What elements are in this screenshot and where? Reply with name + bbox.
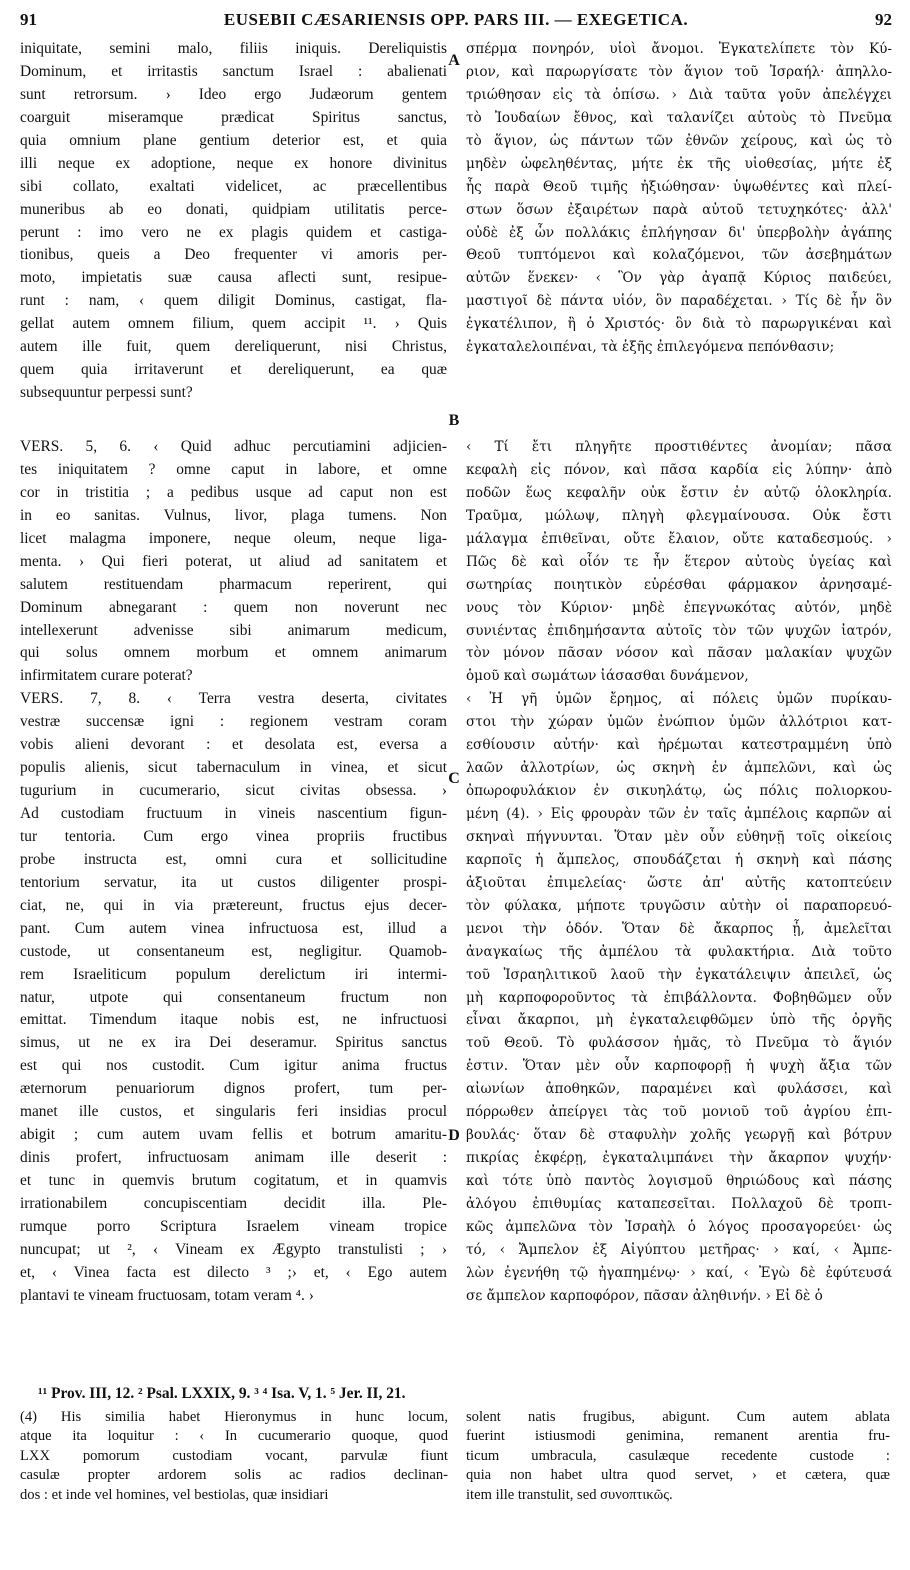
- page-number-left: 91: [20, 10, 37, 29]
- text-line: μηδὲν ὠφεληθέντας, μήτε ἐκ τῆς υἱοθεσίας, μήτε ἐξ: [466, 155, 892, 172]
- margin-mark-a: A: [448, 52, 460, 69]
- text-line: μάλαγμα ἐπιθεῖναι, οὔτε ἔλαιον, οὔτε καταδεσμούς. ›: [466, 530, 892, 547]
- text-line: ticum umbracula, casulæque recedente custode :: [466, 1447, 890, 1464]
- text-line: Dominum abnegarant : quem non noverunt nec: [20, 598, 447, 616]
- text-line: ἧς παρὰ Θεοῦ τιμῆς ἠξιώθησαν· ὑψωθέντες καὶ πλεί-: [466, 178, 892, 195]
- text-line: tionibus, queis a Deo frequenter vi amoris per-: [20, 246, 447, 264]
- text-line: autem ille fuit, quem dereliquerunt, nisi Christus,: [20, 338, 447, 356]
- margin-mark-c: C: [448, 770, 460, 787]
- text-line: ὀπωροφυλάκιον ἐν σικυηλάτῳ, ὡς πόλις πολιορκου-: [466, 783, 892, 800]
- text-line: rumque porro Scriptura Israelem vineam tropice: [20, 1217, 447, 1235]
- text-line: Πῶς δὲ καὶ οἷόν τε ἦν ἕτερον αὐτοὺς ὑγείας καὶ: [466, 553, 892, 570]
- text-line: ἐστιν. Ὅταν μὲν οὖν καρποφορῇ ἡ ψυχὴ ἄξια τῶν: [466, 1058, 892, 1075]
- text-line: σπέρμα πονηρόν, υἱοὶ ἄνομοι. Ἐγκατελίπετε τὸν Κύ-: [466, 41, 892, 57]
- text-line: quia non habet ultra quod servet, › et cætera, quæ: [466, 1467, 890, 1484]
- text-line: Dominum, et irritastis sanctum Israel : abalienati: [20, 62, 447, 80]
- text-line: fuerint istiusmodi genimina, remanent arentia fru-: [466, 1428, 890, 1445]
- text-line: gellat autem omnem filium, quem accipit ¹¹. › Quis: [20, 315, 447, 333]
- text-line: σε ἄμπελον καρποφόρον, πᾶσαν ἀληθινήν. › Εἰ δὲ ὁ: [466, 1287, 823, 1304]
- text-line: (4) His similia habet Hieronymus in hunc locum,: [20, 1409, 448, 1425]
- text-line: tentorium servatur, ita ut custos diligenter prospi-: [20, 873, 447, 891]
- text-line: casulæ propter ardorem solis ac radios declinan-: [20, 1467, 448, 1484]
- text-line: καρποῖς ἡ ἄμπελος, σπουδάζεται ἡ σκηνὴ καὶ πάσης: [466, 851, 892, 868]
- latin-column-part-1: [20, 38, 447, 405]
- text-line: κεφαλὴ εἰς πόνον, καὶ πᾶσα καρδία εἰς λύπην· ἀπὸ: [466, 461, 892, 478]
- text-line: στων ὅσων ἐξαιρέτων παρὰ αὐτοῦ τετυχηκότες· ἀλλ': [466, 201, 892, 218]
- greek-column-part-1: [466, 38, 892, 359]
- text-line: ‹ Τί ἔτι πληγῆτε προστιθέντες ἀνομίαν; πᾶσα: [466, 439, 892, 455]
- text-line: æternorum penuariorum dignos profert, tum per-: [20, 1080, 447, 1098]
- text-line: τό, ‹ Ἄμπελον ἐξ Αἰγύπτου μετῆρας· › καί, ‹ Ἀμπε-: [466, 1241, 892, 1258]
- footnote-right: [466, 1408, 890, 1505]
- text-line: Θεοῦ τυπτόμενοι καὶ κολαζόμενοι, τῶν ἀσεβημάτων: [466, 247, 892, 264]
- text-line: dinis profert, infructuosam animam ille deserit :: [20, 1149, 447, 1167]
- text-line: intellexerunt advenisse sibi animarum medicum,: [20, 621, 447, 639]
- footnote-left: [20, 1408, 448, 1505]
- page-number-right: 92: [875, 10, 892, 29]
- text-line: κῶς ἀμπελῶνα τὸν Ἰσραὴλ ὁ λόγος προσαγορεύει· ὡς: [466, 1218, 892, 1235]
- text-line: τὸ Ἰουδαίων ἔθνος, καὶ ταλανίζει αὐτοὺς τὸ Πνεῦμα: [466, 109, 892, 126]
- text-line: moto, impietatis suæ causa aflecti sunt, resipue-: [20, 269, 447, 287]
- text-line: quia omnium plane gentium deterior est, et quia: [20, 131, 447, 149]
- text-line: emittat. Timendum itaque nobis est, ne infructuosi: [20, 1011, 447, 1029]
- text-line: abigit ; cum autem uvam fellis et botrum amaritu-: [20, 1126, 447, 1144]
- text-line: runt : nam, ‹ quem diligit Dominus, castigat, fla-: [20, 292, 447, 310]
- text-line: VERS. 5, 6. ‹ Quid adhuc percutiamini adjicien-: [20, 438, 447, 455]
- text-line: τὸ ἅγιον, ὡς πάντων τῶν ἐθνῶν χείρους, καὶ ὡς τὸ: [466, 132, 892, 149]
- text-line: τὸν μόνον πᾶσαν νόσον καὶ πᾶσαν μαλακίαν ψυχῶν: [466, 645, 892, 662]
- text-line: εἶναι ἄκαρποι, μὴ ἐγκαταλειφθῶμεν ὑπὸ τῆς ὀργῆς: [466, 1012, 892, 1029]
- text-line: ἐγκαταλελοιπέναι, τὰ ἑξῆς ἐπιλεγόμενα πεπόνθασιν;: [466, 339, 835, 356]
- text-line: LXX pomorum custodiam vocant, parvulæ fiunt: [20, 1447, 448, 1464]
- text-line: ἀλόγου ἐπιθυμίας καταπεσεῖται. Πολλαχοῦ δὲ τροπι-: [466, 1195, 892, 1212]
- text-line: muneribus ab eo donati, quidpiam utilitatis perce-: [20, 200, 447, 218]
- text-line: in eo sanitas. Vulnus, livor, plaga tumens. Non: [20, 506, 447, 524]
- text-line: atque ita loquitur : ‹ In cucumerario quoque, quod: [20, 1428, 448, 1445]
- text-line: μενοι τὴν ὁδόν. Ὅταν δὲ ἄκαρπος ᾖ, ἀμελεῖται: [466, 920, 892, 937]
- text-line: vestræ succensæ igni : regionem vestram coram: [20, 713, 447, 731]
- text-line: perunt : imo vero ne ex plagis quidem et castiga-: [20, 223, 447, 241]
- text-line: probe instructa est, omni cura et sollicitudine: [20, 850, 447, 868]
- margin-mark-d: D: [448, 1127, 460, 1144]
- text-line: tes iniquitatem ? omne caput in labore, et omne: [20, 460, 447, 478]
- text-line: natur, utpote qui consentaneum fructum non: [20, 988, 447, 1006]
- text-line: αὐτῶν ἕνεκεν· ‹ Ὃν γὰρ ἀγαπᾷ Κύριος παιδεύει,: [466, 270, 892, 287]
- text-line: solent natis frugibus, abigunt. Cum autem ablata: [466, 1409, 890, 1425]
- text-line: εσθίουσιν αὐτήν· καὶ ἠρέμωται κατεστραμμένη ὑπὸ: [466, 737, 892, 754]
- text-line: σκηναὶ πήγνυνται. Ὅταν μὲν οὖν εὐθηνῇ τοῖς οἰκείοις: [466, 828, 892, 845]
- text-line: qui solus omnem morbum et omnem animarum: [20, 644, 447, 662]
- text-line: τριώθησαν εἰς τὰ ὀπίσω. › Διὰ ταῦτα γοῦν ἀπελέγχει: [466, 86, 892, 103]
- text-line: ἀναγκαίως τῆς ἀμπέλου τὰ φυλακτήρια. Διὰ τοῦτο: [466, 943, 892, 960]
- text-line: μένη (4). › Εἰς φρουρὰν τῶν ἐν ταῖς ἀμπέλοις καρπῶν αἱ: [466, 806, 892, 822]
- text-line: illi neque ex adoptione, neque ex honore divinitus: [20, 154, 447, 172]
- text-line: ‹ Ἡ γῆ ὑμῶν ἔρημος, αἱ πόλεις ὑμῶν πυρίκαυ-: [466, 691, 892, 708]
- text-line: πόρρωθεν ἀπείργει τὰς τοῦ μονιοῦ τοῦ ἀγρίου ἐπι-: [466, 1104, 892, 1121]
- text-line: plantavi te vineam fructuosam, totam veram ⁴. ›: [20, 1286, 314, 1304]
- text-line: infirmitatem curare poterat?: [20, 667, 193, 685]
- text-line: subsequuntur perpessi sunt?: [20, 384, 193, 402]
- text-line: βουλάς· ὅταν δὲ σταφυλὴν χολῆς γεωργῇ καὶ βότρυν: [466, 1127, 892, 1144]
- text-line: irrationabilem concupiscentiam decidit illa. Ple-: [20, 1194, 447, 1212]
- text-line: συνιέντας ἐπιδημήσαντα αὐτοῖς τὸν τῶν ψυχῶν ἰατρόν,: [466, 622, 892, 639]
- text-line: λὼν ἐγενήθη τῷ ἠγαπημένῳ· › καί, ‹ Ἐγὼ δὲ ἐφύτευσά: [466, 1264, 892, 1281]
- text-line: iniquitate, semini malo, filiis iniquis. Dereliquistis: [20, 40, 447, 57]
- text-line: πικρίας ἐκφέρῃ, ἐγκαταλιμπάνει τὴν ἄκαρπον ψυχήν·: [466, 1150, 892, 1167]
- scripture-references: ¹¹ Prov. III, 12. ² Psal. LXXIX, 9. ³ ⁴ Isa. V, 1. ⁵ Jer. II, 21.: [38, 1385, 406, 1402]
- text-line: rem Israeliticum populum derelictum iri intermi-: [20, 965, 447, 983]
- text-line: tugurium in cucumerario, sicut civitas obsessa. ›: [20, 782, 447, 800]
- text-line: sunt retrorsum. › Ideo ergo Judæorum gentem: [20, 85, 447, 103]
- text-line: vobis alieni devorant : et desolata est, eversa a: [20, 736, 447, 754]
- running-title: EUSEBII CÆSARIENSIS OPP. PARS III. — EXEGETICA.: [223, 10, 689, 29]
- text-line: ciat, ne, qui in via prætereunt, fructus ejus decer-: [20, 896, 447, 914]
- text-line: μαστιγοῖ δὲ πάντα υἱόν, ὃν παραδέχεται. › Τίς δὲ ἦν ὃν: [466, 293, 892, 310]
- text-line: licet malagma imponere, neque oleum, neque liga-: [20, 529, 447, 547]
- text-line: νους τὸν Κύριον· μηδὲ ἐπεγνωκότας αὐτόν, μηδὲ: [466, 599, 892, 616]
- latin-column-part-2: [20, 436, 447, 1308]
- text-line: ριον, καὶ παρωργίσατε τὸν ἅγιον τοῦ Ἰσραήλ· ἀπηλλο-: [466, 63, 892, 80]
- text-line: ἐγκατέλιπον, ἢ ὁ Χριστός· ὃν διὰ τὸ παρωργικέναι καὶ: [466, 316, 892, 333]
- text-line: nuncupat; ut ², ‹ Vineam ex Ægypto transtulisti ; ›: [20, 1240, 447, 1258]
- text-line: καὶ τότε ὑπὸ παντὸς λογισμοῦ θηριώδους καὶ πάσης: [466, 1173, 892, 1189]
- text-line: manet ille custos, et singularis feri insidias procul: [20, 1103, 447, 1121]
- text-line: οὐδὲ ἐξ ὧν πολλάκις ἐπλήγησαν δι' ὑπερβολὴν ἀγάπης: [466, 224, 892, 241]
- text-line: quem quia irritaverunt et dereliquerunt, ea quæ: [20, 361, 447, 379]
- text-line: Ad custodiam fructuum in vineis nascentium figun-: [20, 805, 447, 822]
- text-line: salutem restituendam pharmacum reperirent, qui: [20, 575, 447, 593]
- running-header: [20, 10, 892, 34]
- text-line: λαῶν ἀλλοτρίων, ὡς σκηνὴ ἐν ἀμπελῶνι, καὶ ὡς: [466, 760, 892, 777]
- text-line: coarguit miseramque prædicat Spiritus sanctus,: [20, 108, 447, 126]
- text-line: cor in tristitia ; a pedibus usque ad caput non est: [20, 483, 447, 501]
- text-line: sibi collato, exaltati videlicet, ac præcellentibus: [20, 177, 447, 195]
- greek-column-part-2: [466, 436, 892, 1308]
- text-line: est qui nos custodit. Cum igitur anima fructus: [20, 1057, 447, 1075]
- text-line: menta. › Qui fieri poterat, ut aliud ad sanitatem et: [20, 552, 447, 570]
- text-line: pant. Cum autem vinea infructuosa est, illud a: [20, 919, 447, 937]
- text-line: simus, ut ne ex ira Dei deseramur. Spiritus sanctus: [20, 1034, 447, 1052]
- margin-mark-b: B: [448, 412, 460, 429]
- text-line: populis alienis, sicut tabernaculum in vinea, et sicut: [20, 759, 447, 777]
- text-line: αἰωνίων ἀποθηκῶν, παραμένει καὶ φυλάσσει, καὶ: [466, 1081, 892, 1098]
- text-line: dos : et inde vel homines, vel bestiolas, quæ insidiari: [20, 1486, 329, 1503]
- text-line: τοῦ Ἰσραηλιτικοῦ λαοῦ τὴν ἐγκατάλειψιν ἀπειλεῖ, ὡς: [466, 966, 892, 983]
- text-line: σωτηρίας ποιητικὸν εὑρέσθαι φάρμακον ἀρνησαμέ-: [466, 576, 892, 593]
- text-line: ὁμοῦ καὶ σωμάτων ἰάσασθαι δυνάμενον,: [466, 668, 749, 685]
- text-line: et, ‹ Vinea facta est dilecto ³ ;› et, ‹ Ego autem: [20, 1263, 447, 1281]
- text-line: τοῦ Θεοῦ. Τὸ φυλάσσον ἡμᾶς, τὸ Πνεῦμα τὸ ἅγιόν: [466, 1035, 892, 1052]
- text-line: item ille transtulit, sed συνοπτικῶς.: [466, 1486, 673, 1503]
- text-line: τὸν φύλακα, μήποτε τρυγῶσιν αὐτὴν οἱ παραπορευό-: [466, 897, 892, 914]
- text-line: tur tentoria. Cum ergo vinea propriis fructibus: [20, 827, 447, 845]
- text-line: μὴ καρποφοροῦντος τὰ ἐπιβάλλοντα. Φοβηθῶμεν οὖν: [466, 989, 892, 1006]
- text-line: VERS. 7, 8. ‹ Terra vestra deserta, civitates: [20, 690, 447, 708]
- text-line: ἀξιοῦται ἐπιμελείας· ὥστε ἀπ' αὐτῆς κατοπτεύειν: [466, 874, 892, 891]
- text-line: custode, ut consentaneum est, negligitur. Quamob-: [20, 942, 447, 960]
- text-line: στοι τὴν χώραν ὑμῶν ἐνώπιον ὑμῶν ἀλλότριοι κατ-: [466, 714, 892, 731]
- text-line: ποδῶν ἕως κεφαλῆν οὐκ ἔστιν ἐν αὐτῷ ὁλοκληρία.: [466, 484, 892, 501]
- text-line: et tunc in quemvis brutum cogitatum, et in quamvis: [20, 1172, 447, 1189]
- text-line: Τραῦμα, μώλωψ, πληγὴ φλεγμαίνουσα. Οὐκ ἔστι: [466, 507, 892, 524]
